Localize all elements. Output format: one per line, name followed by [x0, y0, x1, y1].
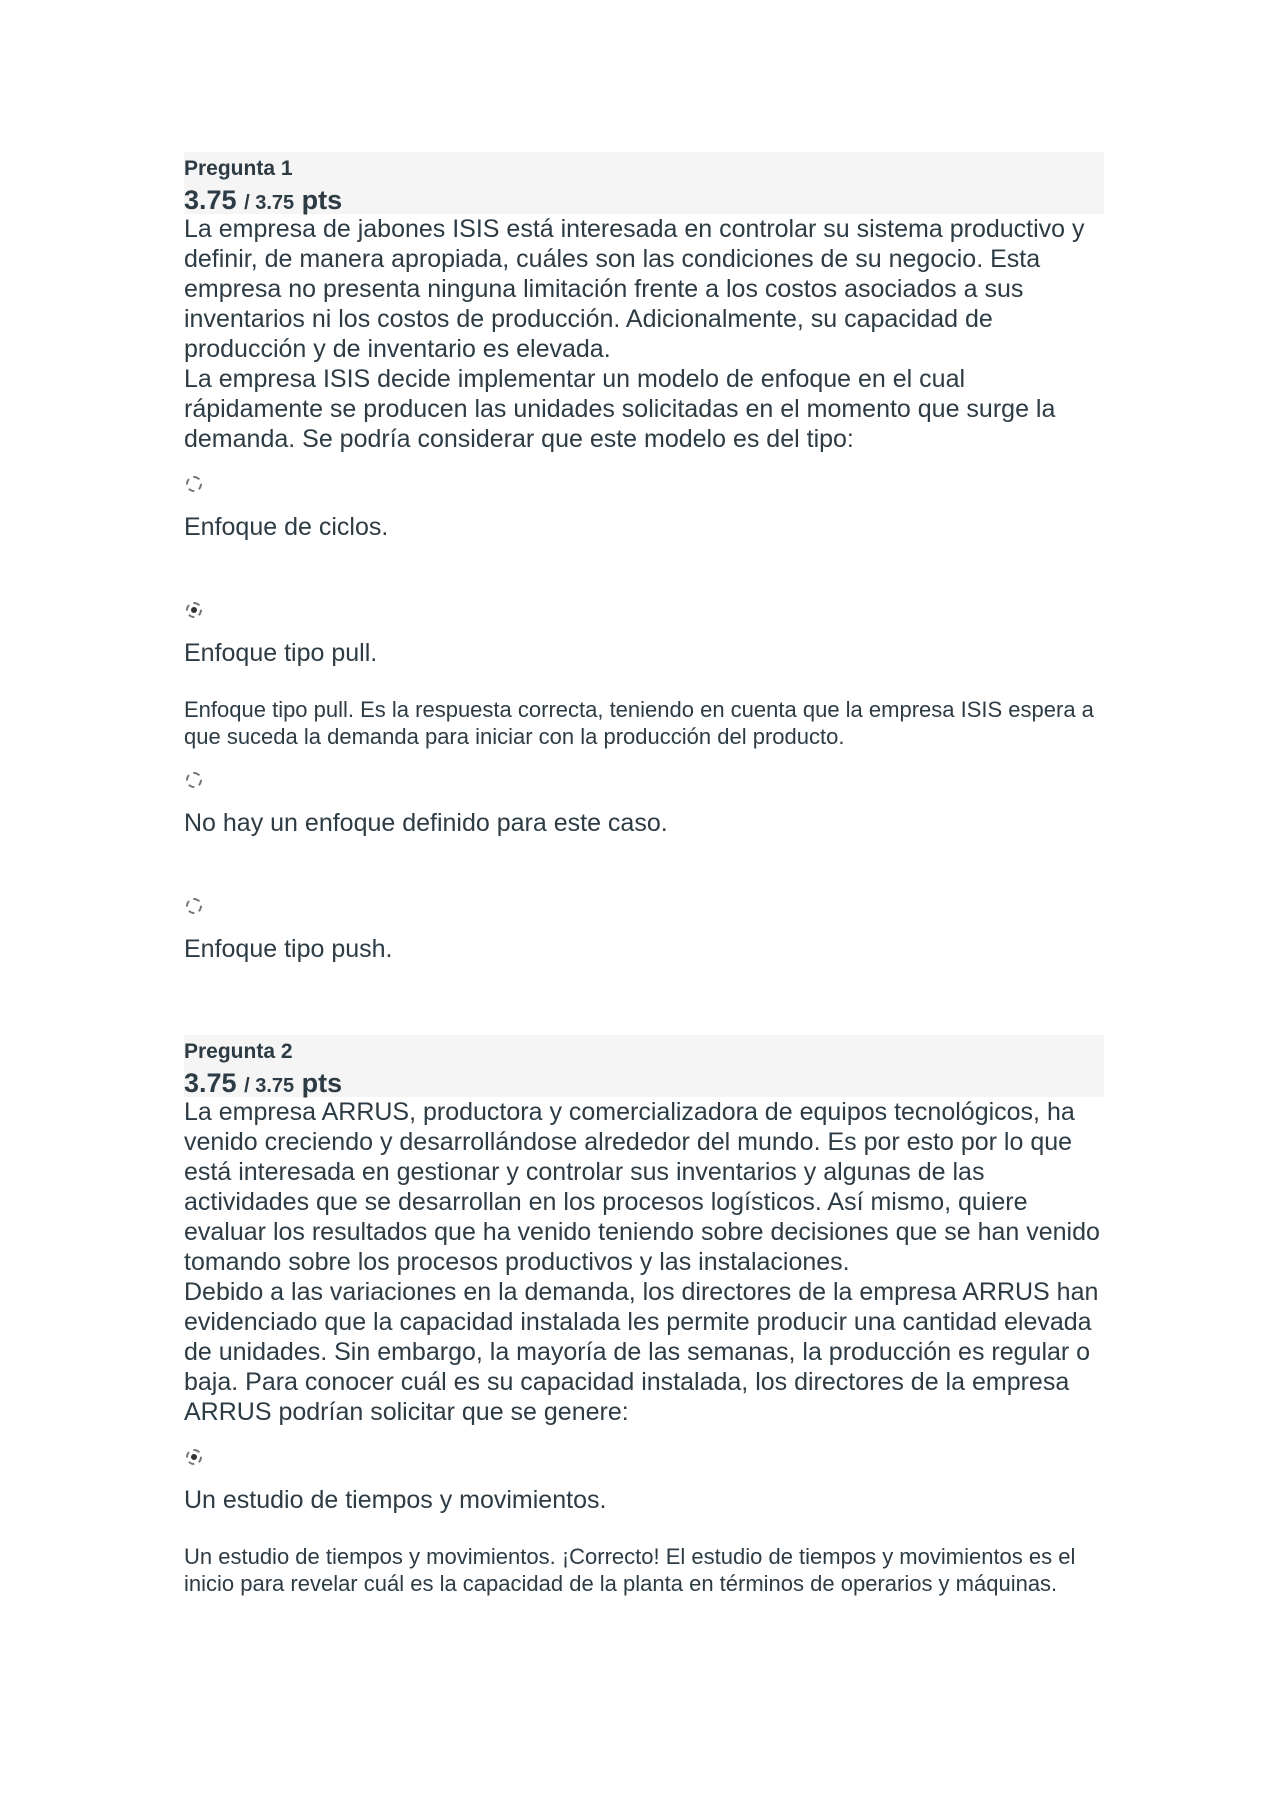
- radio-button[interactable]: [186, 898, 202, 914]
- question-paragraph: La empresa de jabones ISIS está interesada en controlar su sistema productivo y definir, de manera apropiada, cuáles son las condiciones de su negocio. Esta empresa no presenta ninguna limitación frente a los costos asociados a sus inventarios ni los costos de producción. Adicionalmente, su capacidad de producción y de inventario es elevada.: [184, 215, 1085, 363]
- radio-button[interactable]: [186, 772, 202, 788]
- answer-option-selected[interactable]: [184, 602, 1104, 750]
- answer-option[interactable]: [184, 476, 1104, 542]
- answer-option[interactable]: [184, 898, 1104, 964]
- answer-feedback: Enfoque tipo pull. Es la respuesta correcta, teniendo en cuenta que la empresa ISIS espera a que suceda la demanda para iniciar con la producción del producto.: [184, 697, 1094, 749]
- radio-button[interactable]: [186, 476, 202, 492]
- question-paragraph: Debido a las variaciones en la demanda, los directores de la empresa ARRUS han evidenciado que la capacidad instalada les permite producir una cantidad elevada de unidades. Sin embargo, la mayoría de las semanas, la producción es regular o baja. Para conocer cuál es su capacidad instalada, los directores de la empresa ARRUS podrían solicitar que se genere:: [184, 1278, 1099, 1426]
- points-possible: / 3.75: [244, 1075, 295, 1097]
- answer-label: No hay un enfoque definido para este caso.: [184, 809, 668, 837]
- question-paragraph: La empresa ARRUS, productora y comercializadora de equipos tecnológicos, ha venido creciendo y desarrollándose alrededor del mundo. Es por esto por lo que está interesada en gestionar y controlar sus inventarios y algunas de las actividades que se desarrollan en los procesos logísticos. Así mismo, quiere evaluar los resultados que ha venido teniendo sobre decisiones que se han venido tomando sobre los procesos productivos y las instalaciones.: [184, 1098, 1100, 1276]
- question-paragraph: La empresa ISIS decide implementar un modelo de enfoque en el cual rápidamente se producen las unidades solicitadas en el momento que surge la demanda. Se podría considerar que este modelo es del tipo:: [184, 365, 1056, 453]
- points-possible: / 3.75: [244, 192, 295, 214]
- question-1: [184, 152, 1104, 964]
- answer-label: Un estudio de tiempos y movimientos.: [184, 1486, 607, 1514]
- question-header: [184, 152, 1104, 214]
- answer-option-selected[interactable]: [184, 1449, 1104, 1597]
- question-2: [184, 1035, 1104, 1597]
- answer-label: Enfoque tipo push.: [184, 935, 393, 963]
- points-unit: pts: [301, 185, 343, 215]
- answer-label: Enfoque tipo pull.: [184, 639, 378, 667]
- question-title: Pregunta 2: [184, 1040, 293, 1063]
- question-text: [184, 214, 1104, 454]
- points-earned: 3.75: [184, 1068, 237, 1098]
- points-unit: pts: [301, 1068, 343, 1098]
- question-title: Pregunta 1: [184, 157, 293, 180]
- answer-option[interactable]: [184, 772, 1104, 838]
- radio-button-selected[interactable]: [186, 1449, 202, 1465]
- answer-feedback: Un estudio de tiempos y movimientos. ¡Correcto! El estudio de tiempos y movimientos es el inicio para revelar cuál es la capacidad de la planta en términos de operarios y máquinas.: [184, 1544, 1076, 1596]
- question-header: [184, 1035, 1104, 1097]
- question-text: [184, 1097, 1104, 1427]
- points-earned: 3.75: [184, 185, 237, 215]
- answer-label: Enfoque de ciclos.: [184, 513, 389, 541]
- radio-button-selected[interactable]: [186, 602, 202, 618]
